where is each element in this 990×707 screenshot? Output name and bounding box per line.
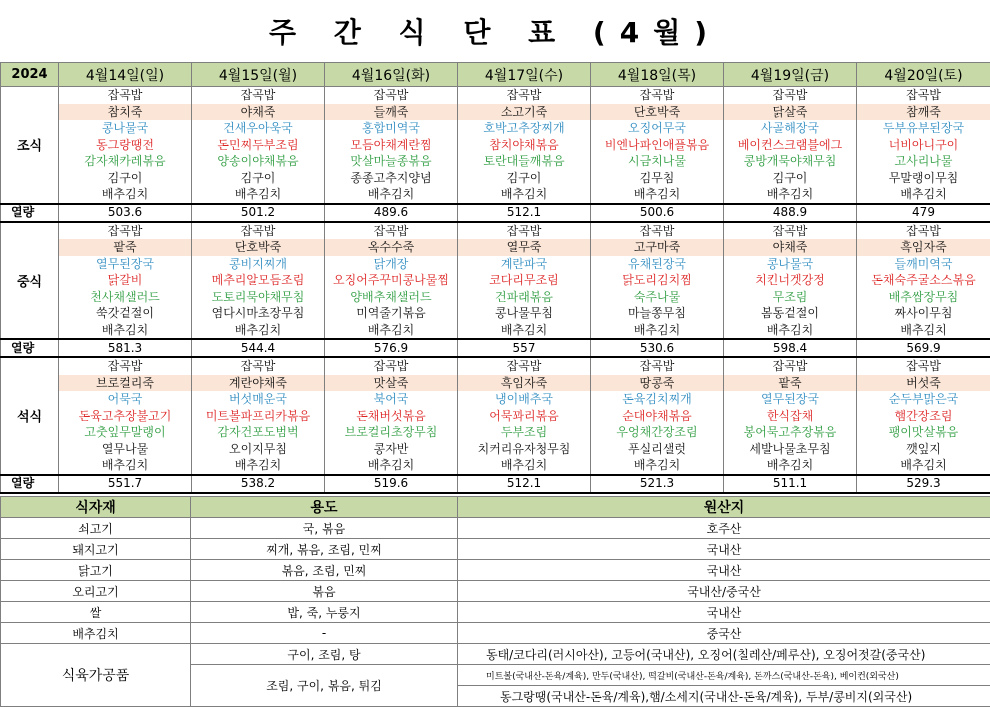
origin-row-processed [1, 644, 990, 665]
origin-item: 오리고기 [1, 581, 191, 602]
calorie-value: 489.6 [325, 204, 458, 222]
origin-header-row [1, 497, 990, 518]
menu-row [1, 457, 990, 475]
menu-item: 야채죽 [192, 104, 325, 121]
menu-item: 토란대들깨볶음 [458, 153, 591, 170]
menu-item: 배추김치 [325, 322, 458, 340]
menu-item: 배추김치 [724, 322, 857, 340]
origin-use: 볶음 [191, 581, 458, 602]
calorie-value: 488.9 [724, 204, 857, 222]
meal-label: 중식 [1, 222, 59, 340]
origin-country: 국내산 [458, 539, 990, 560]
origin-row [1, 581, 990, 602]
menu-item: 단호박죽 [192, 239, 325, 256]
menu-item: 쑥갓겉절이 [59, 305, 192, 322]
origin-item: 쇠고기 [1, 518, 191, 539]
menu-item: 양송이야채볶음 [192, 153, 325, 170]
calorie-value: 557 [458, 339, 591, 357]
menu-item: 브로컬리초장무침 [325, 424, 458, 441]
menu-item: 봄동겉절이 [724, 305, 857, 322]
menu-item: 김구이 [458, 170, 591, 187]
menu-item: 돈육고추장불고기 [59, 408, 192, 425]
calorie-value: 538.2 [192, 475, 325, 493]
menu-row [1, 104, 990, 121]
menu-item: 잡곡밥 [325, 222, 458, 240]
origin-country: 중국산 [458, 623, 990, 644]
menu-item: 돈육김치찌개 [591, 391, 724, 408]
menu-row [1, 424, 990, 441]
menu-item: 잡곡밥 [192, 222, 325, 240]
menu-item: 감자채카레볶음 [59, 153, 192, 170]
calorie-label: 열량 [1, 339, 59, 357]
menu-item: 옥수수죽 [325, 239, 458, 256]
menu-item: 감자건포도범벅 [192, 424, 325, 441]
calorie-value: 521.3 [591, 475, 724, 493]
menu-item: 땅콩죽 [591, 375, 724, 392]
calorie-value: 581.3 [59, 339, 192, 357]
menu-item: 베이컨스크램블에그 [724, 137, 857, 154]
menu-row [1, 408, 990, 425]
menu-item: 북어국 [325, 391, 458, 408]
calorie-value: 544.4 [192, 339, 325, 357]
origin-item: 식육가공품 [1, 644, 191, 707]
menu-item: 봉어묵고추장볶음 [724, 424, 857, 441]
menu-item: 김구이 [192, 170, 325, 187]
menu-item: 치커리유자청무침 [458, 441, 591, 458]
menu-item: 배추김치 [325, 186, 458, 204]
origin-use: 국, 볶음 [191, 518, 458, 539]
calorie-row [1, 339, 990, 357]
menu-item: 푸실리샐럿 [591, 441, 724, 458]
day-header: 4월19일(금) [724, 63, 857, 87]
menu-row [1, 222, 990, 240]
meal-label: 조식 [1, 87, 59, 204]
origin-use: 밥, 죽, 누룽지 [191, 602, 458, 623]
page-title: 주 간 식 단 표 (4월) [0, 0, 990, 62]
calorie-value: 530.6 [591, 339, 724, 357]
origin-header-use: 용도 [191, 497, 458, 518]
origin-country: 동태/코다리(러시아산), 고등어(국내산), 오징어(칠레산/페루산), 오징어젓갈(중국산) [458, 644, 990, 665]
menu-item: 잡곡밥 [458, 87, 591, 104]
menu-item: 냉이배추국 [458, 391, 591, 408]
calorie-value: 503.6 [59, 204, 192, 222]
menu-item: 양배추채샐러드 [325, 289, 458, 306]
origin-row [1, 623, 990, 644]
origin-country: 미트볼(국내산-돈육/계육), 만두(국내산), 떡갈비(국내산-돈육/계육), 돈까스(국내산-돈육), 베이컨(외국산) [458, 665, 990, 686]
menu-item: 콩자반 [325, 441, 458, 458]
menu-item: 김구이 [59, 170, 192, 187]
menu-item: 고구마죽 [591, 239, 724, 256]
weekly-menu-table [0, 62, 990, 494]
menu-item: 참깨죽 [857, 104, 990, 121]
menu-item: 어묵꽈리볶음 [458, 408, 591, 425]
origin-item: 돼지고기 [1, 539, 191, 560]
menu-item: 팽이맛살볶음 [857, 424, 990, 441]
menu-item: 마늘쫑무침 [591, 305, 724, 322]
origin-country: 동그랑땡(국내산-돈육/계육),햄/소세지(국내산-돈육/계육), 두부/콩비지(외국산) [458, 686, 990, 707]
menu-row [1, 186, 990, 204]
menu-item: 고사리나물 [857, 153, 990, 170]
menu-item: 무조림 [724, 289, 857, 306]
menu-item: 어묵국 [59, 391, 192, 408]
menu-item: 흑임자죽 [458, 375, 591, 392]
menu-item: 고춧잎무말랭이 [59, 424, 192, 441]
menu-item: 배추김치 [724, 457, 857, 475]
menu-item: 소고기죽 [458, 104, 591, 121]
menu-item: 배추김치 [59, 322, 192, 340]
menu-item: 깻잎지 [857, 441, 990, 458]
day-header: 4월18일(목) [591, 63, 724, 87]
menu-row [1, 170, 990, 187]
menu-item: 모듬야채계란찜 [325, 137, 458, 154]
menu-item: 사골해장국 [724, 120, 857, 137]
menu-item: 닭갈비 [59, 272, 192, 289]
menu-item: 배추김치 [857, 322, 990, 340]
menu-item: 배추김치 [325, 457, 458, 475]
menu-item: 김무침 [591, 170, 724, 187]
menu-item: 버섯매운국 [192, 391, 325, 408]
calorie-value: 598.4 [724, 339, 857, 357]
menu-item: 야채죽 [724, 239, 857, 256]
menu-item: 잡곡밥 [724, 222, 857, 240]
menu-item: 비엔나파인애플볶음 [591, 137, 724, 154]
day-header: 4월15일(월) [192, 63, 325, 87]
calorie-label: 열량 [1, 475, 59, 493]
menu-item: 종종고추지양념 [325, 170, 458, 187]
calorie-value: 500.6 [591, 204, 724, 222]
menu-row [1, 153, 990, 170]
menu-row [1, 256, 990, 273]
menu-item: 버섯죽 [857, 375, 990, 392]
menu-item: 돈채숙주굴소스볶음 [857, 272, 990, 289]
menu-item: 배추김치 [857, 186, 990, 204]
menu-item: 맛살마늘종볶음 [325, 153, 458, 170]
menu-item: 맛살죽 [325, 375, 458, 392]
menu-item: 계란파국 [458, 256, 591, 273]
menu-item: 돈민찌두부조림 [192, 137, 325, 154]
menu-item: 건새우아욱국 [192, 120, 325, 137]
origin-country: 국내산 [458, 602, 990, 623]
meal-label: 석식 [1, 357, 59, 475]
menu-item: 배추김치 [192, 186, 325, 204]
menu-item: 너비아니구이 [857, 137, 990, 154]
menu-item: 잡곡밥 [192, 357, 325, 375]
calorie-value: 576.9 [325, 339, 458, 357]
origin-row [1, 560, 990, 581]
menu-item: 잡곡밥 [458, 357, 591, 375]
calorie-value: 519.6 [325, 475, 458, 493]
origin-item: 배추김치 [1, 623, 191, 644]
calorie-row [1, 204, 990, 222]
menu-item: 잡곡밥 [59, 222, 192, 240]
menu-item: 짜사이무침 [857, 305, 990, 322]
origin-row [1, 539, 990, 560]
menu-item: 잡곡밥 [458, 222, 591, 240]
calorie-row [1, 475, 990, 493]
menu-item: 콩비지찌개 [192, 256, 325, 273]
menu-item: 열무된장국 [59, 256, 192, 273]
origin-country: 국내산/중국산 [458, 581, 990, 602]
origin-use: 찌개, 볶음, 조림, 민찌 [191, 539, 458, 560]
menu-item: 배추김치 [458, 322, 591, 340]
menu-item: 배추김치 [192, 322, 325, 340]
menu-item: 햄간장조림 [857, 408, 990, 425]
menu-row [1, 272, 990, 289]
menu-item: 한식잡채 [724, 408, 857, 425]
menu-row [1, 322, 990, 340]
menu-item: 잡곡밥 [857, 222, 990, 240]
menu-item: 참치죽 [59, 104, 192, 121]
menu-item: 잡곡밥 [325, 357, 458, 375]
year-header: 2024 [1, 63, 59, 87]
menu-item: 배추김치 [591, 186, 724, 204]
origin-country: 호주산 [458, 518, 990, 539]
menu-item: 배추김치 [724, 186, 857, 204]
menu-row [1, 87, 990, 104]
calorie-value: 551.7 [59, 475, 192, 493]
menu-item: 배추김치 [458, 457, 591, 475]
origin-use: 조림, 구이, 볶음, 튀김 [191, 665, 458, 707]
menu-row [1, 137, 990, 154]
menu-item: 열무된장국 [724, 391, 857, 408]
origin-table [0, 496, 990, 707]
menu-item: 닭도리김치찜 [591, 272, 724, 289]
menu-row [1, 305, 990, 322]
menu-item: 미트볼파프리카볶음 [192, 408, 325, 425]
menu-item: 홍합미역국 [325, 120, 458, 137]
menu-row [1, 120, 990, 137]
menu-item: 김구이 [724, 170, 857, 187]
menu-item: 배추김치 [857, 457, 990, 475]
menu-item: 들깨미역국 [857, 256, 990, 273]
menu-item: 배추김치 [192, 457, 325, 475]
menu-item: 돈채버섯볶음 [325, 408, 458, 425]
menu-item: 닭살죽 [724, 104, 857, 121]
origin-row [1, 518, 990, 539]
menu-item: 잡곡밥 [591, 357, 724, 375]
origin-item: 쌀 [1, 602, 191, 623]
menu-item: 잡곡밥 [857, 357, 990, 375]
menu-item: 순대야채볶음 [591, 408, 724, 425]
origin-use: 볶음, 조림, 민찌 [191, 560, 458, 581]
menu-item: 잡곡밥 [325, 87, 458, 104]
menu-item: 시금치나물 [591, 153, 724, 170]
menu-item: 흑임자죽 [857, 239, 990, 256]
calorie-value: 512.1 [458, 204, 591, 222]
calorie-value: 512.1 [458, 475, 591, 493]
day-header: 4월14일(일) [59, 63, 192, 87]
menu-item: 잡곡밥 [591, 222, 724, 240]
menu-item: 오이지무침 [192, 441, 325, 458]
menu-item: 배추김치 [591, 322, 724, 340]
menu-item: 닭개장 [325, 256, 458, 273]
menu-row [1, 239, 990, 256]
menu-item: 잡곡밥 [857, 87, 990, 104]
menu-item: 잡곡밥 [591, 87, 724, 104]
menu-item: 코다리무조림 [458, 272, 591, 289]
menu-item: 잡곡밥 [724, 357, 857, 375]
calorie-value: 501.2 [192, 204, 325, 222]
day-header: 4월16일(화) [325, 63, 458, 87]
menu-item: 건파래볶음 [458, 289, 591, 306]
day-header: 4월20일(토) [857, 63, 990, 87]
menu-item: 메추리알모듬조림 [192, 272, 325, 289]
menu-item: 무말랭이무침 [857, 170, 990, 187]
menu-item: 배추김치 [458, 186, 591, 204]
menu-item: 콩방개묵야채무침 [724, 153, 857, 170]
menu-item: 열무죽 [458, 239, 591, 256]
menu-item: 두부유부된장국 [857, 120, 990, 137]
menu-row [1, 391, 990, 408]
menu-row [1, 357, 990, 375]
origin-row [1, 602, 990, 623]
menu-item: 참치야채볶음 [458, 137, 591, 154]
menu-row [1, 375, 990, 392]
menu-item: 잡곡밥 [192, 87, 325, 104]
menu-header-row [1, 63, 990, 87]
menu-item: 동그랑땡전 [59, 137, 192, 154]
menu-item: 배추쌈장무침 [857, 289, 990, 306]
origin-header-origin: 원산지 [458, 497, 990, 518]
menu-item: 호박고추장찌개 [458, 120, 591, 137]
calorie-value: 511.1 [724, 475, 857, 493]
menu-item: 브로컬리죽 [59, 375, 192, 392]
menu-body [1, 87, 990, 493]
menu-item: 팥죽 [59, 239, 192, 256]
menu-item: 콩나물국 [59, 120, 192, 137]
origin-use: 구이, 조림, 탕 [191, 644, 458, 665]
calorie-label: 열량 [1, 204, 59, 222]
origin-use: - [191, 623, 458, 644]
menu-item: 들깨죽 [325, 104, 458, 121]
menu-item: 치킨너겟강정 [724, 272, 857, 289]
menu-item: 배추김치 [591, 457, 724, 475]
menu-item: 배추김치 [59, 186, 192, 204]
menu-item: 계란야채죽 [192, 375, 325, 392]
menu-row [1, 441, 990, 458]
menu-item: 숙주나물 [591, 289, 724, 306]
menu-item: 오징어무국 [591, 120, 724, 137]
menu-item: 순두부맑은국 [857, 391, 990, 408]
menu-item: 오징어주꾸미콩나물찜 [325, 272, 458, 289]
menu-item: 천사채샐러드 [59, 289, 192, 306]
menu-item: 도토리묵야채무침 [192, 289, 325, 306]
menu-item: 우엉채간장조림 [591, 424, 724, 441]
menu-item: 두부조림 [458, 424, 591, 441]
menu-item: 유채된장국 [591, 256, 724, 273]
day-header: 4월17일(수) [458, 63, 591, 87]
calorie-value: 479 [857, 204, 990, 222]
origin-country: 국내산 [458, 560, 990, 581]
menu-item: 열무나물 [59, 441, 192, 458]
menu-item: 미역줄기볶음 [325, 305, 458, 322]
menu-item: 팥죽 [724, 375, 857, 392]
menu-item: 배추김치 [59, 457, 192, 475]
menu-item: 세발나물초무침 [724, 441, 857, 458]
origin-item: 닭고기 [1, 560, 191, 581]
menu-item: 잡곡밥 [724, 87, 857, 104]
menu-item: 단호박죽 [591, 104, 724, 121]
menu-item: 잡곡밥 [59, 87, 192, 104]
menu-item: 콩나물국 [724, 256, 857, 273]
calorie-value: 529.3 [857, 475, 990, 493]
origin-header-item: 식자재 [1, 497, 191, 518]
menu-item: 염다시마초장무침 [192, 305, 325, 322]
menu-row [1, 289, 990, 306]
calorie-value: 569.9 [857, 339, 990, 357]
menu-item: 콩나물무침 [458, 305, 591, 322]
menu-item: 잡곡밥 [59, 357, 192, 375]
